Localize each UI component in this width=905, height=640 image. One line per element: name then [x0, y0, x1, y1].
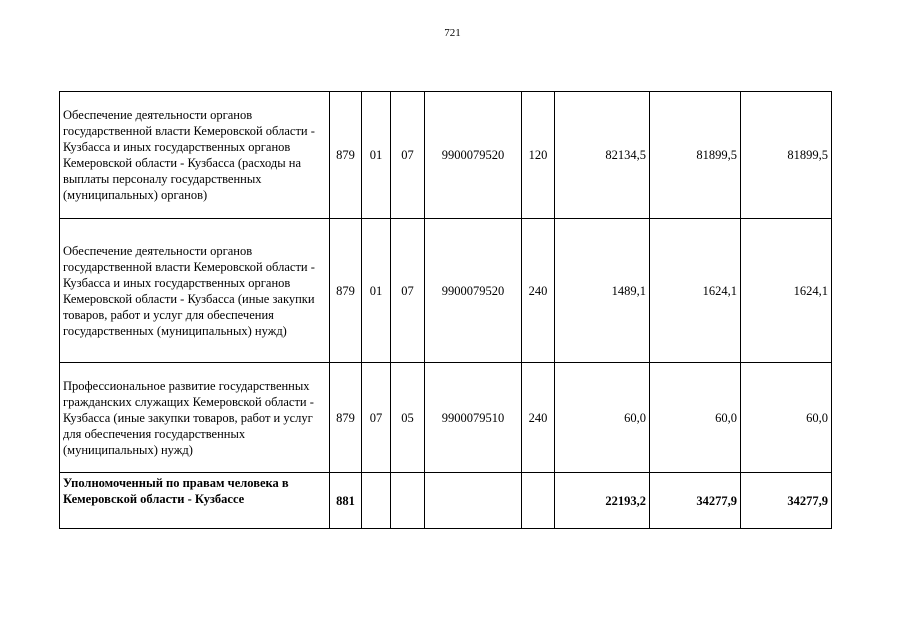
row-year2: 60,0 [650, 363, 741, 473]
table-row [60, 473, 832, 529]
row-csr [425, 473, 522, 529]
row-vr: 240 [522, 363, 555, 473]
budget-table [59, 91, 832, 529]
row-name: Уполномоченный по правам человека в Кемеровской области - Кузбассе [60, 473, 330, 529]
row-year3: 1624,1 [741, 219, 832, 363]
row-name: Обеспечение деятельности органов государственной власти Кемеровской области - Кузбасса и иных государственных органов Кемеровской области - Кузбасса (иные закупки товаров, работ и услуг для обеспечения государственных (муниципальных) нужд) [60, 219, 330, 363]
row-csr: 9900079510 [425, 363, 522, 473]
row-ved: 881 [330, 473, 362, 529]
row-ved: 879 [330, 363, 362, 473]
row-pr: 07 [391, 219, 425, 363]
row-name: Обеспечение деятельности органов государственной власти Кемеровской области - Кузбасса и иных государственных органов Кемеровской области - Кузбасса (расходы на выплаты персоналу государственных (муниципальных) органов) [60, 92, 330, 219]
row-year3: 34277,9 [741, 473, 832, 529]
row-csr: 9900079520 [425, 92, 522, 219]
row-year1: 60,0 [555, 363, 650, 473]
row-year1: 82134,5 [555, 92, 650, 219]
row-rz: 01 [362, 92, 391, 219]
row-year1: 22193,2 [555, 473, 650, 529]
row-vr [522, 473, 555, 529]
row-pr: 07 [391, 92, 425, 219]
row-csr: 9900079520 [425, 219, 522, 363]
row-year2: 1624,1 [650, 219, 741, 363]
row-ved: 879 [330, 92, 362, 219]
row-pr: 05 [391, 363, 425, 473]
page-number: 721 [444, 27, 461, 39]
row-name: Профессиональное развитие государственных гражданских служащих Кемеровской области - Кузбасса (иные закупки товаров, работ и услуг для обеспечения государственных (муниципальных) нужд) [60, 363, 330, 473]
table-row [60, 92, 832, 219]
row-rz: 01 [362, 219, 391, 363]
table-row [60, 363, 832, 473]
row-vr: 120 [522, 92, 555, 219]
row-year3: 60,0 [741, 363, 832, 473]
row-year1: 1489,1 [555, 219, 650, 363]
row-rz: 07 [362, 363, 391, 473]
row-pr [391, 473, 425, 529]
row-ved: 879 [330, 219, 362, 363]
row-year2: 34277,9 [650, 473, 741, 529]
row-vr: 240 [522, 219, 555, 363]
row-year2: 81899,5 [650, 92, 741, 219]
row-rz [362, 473, 391, 529]
table-row [60, 219, 832, 363]
row-year3: 81899,5 [741, 92, 832, 219]
